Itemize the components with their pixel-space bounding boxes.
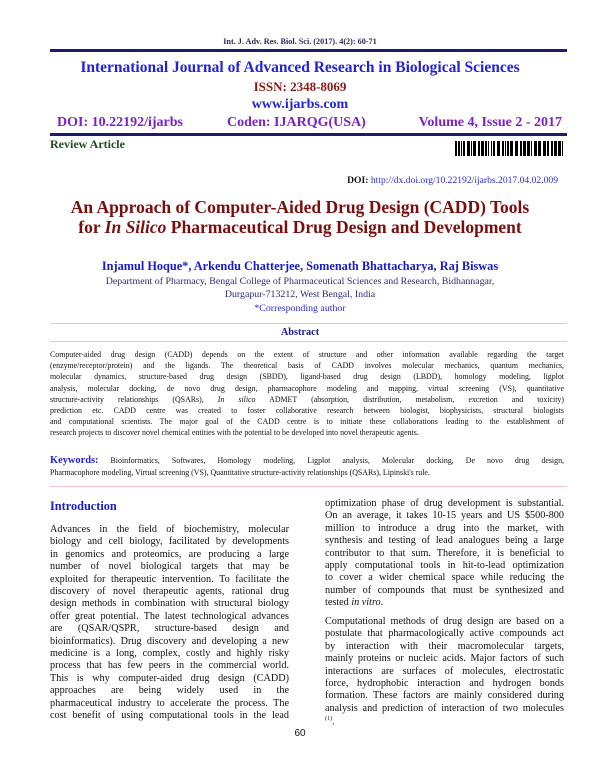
keywords-line-2: Pharmacophore modeling, Virtual screening (VS), Quantitative structure-activity relationships (QSARs), Lipinski's rule. bbox=[50, 468, 430, 477]
intro-line: On an average, it takes 10-15 years and US $500-800 bbox=[325, 510, 564, 522]
abstract-rule-top bbox=[50, 323, 567, 324]
intro-line: process that has few peers in the commercial world. bbox=[50, 660, 289, 672]
barcode-bar bbox=[478, 141, 480, 156]
title-text: for bbox=[78, 217, 105, 237]
abstract-line: and computational scientists. The major goal of the CADD centre is to initiate these collaborations leading to the establishment of bbox=[50, 417, 564, 427]
abstract-line bbox=[50, 394, 564, 405]
barcode-bar bbox=[467, 141, 470, 156]
intro-line: formation. These factors are mainly considered during bbox=[325, 690, 564, 702]
introduction-heading: Introduction bbox=[50, 499, 117, 513]
barcode-bar bbox=[534, 141, 537, 156]
barcode-bar bbox=[481, 141, 484, 156]
journal-volume: Volume 4, Issue 2 - 2017 bbox=[418, 115, 562, 130]
intro-line: interactions are surfaces of molecules, electrostatic bbox=[325, 665, 564, 677]
intro-line: in genomics and proteomics, are producing a large bbox=[50, 548, 289, 560]
header-rule-bottom bbox=[50, 133, 567, 136]
barcode-bar bbox=[455, 141, 457, 156]
barcode-bar bbox=[515, 141, 518, 156]
citation-ref[interactable]: (1) bbox=[325, 716, 332, 723]
barcode-bar bbox=[523, 141, 526, 156]
abstract-line: prediction etc. CADD centre was created to foster collaborative research between biologist, biophysicists, structural biologists bbox=[50, 406, 564, 416]
intro-line: biology and cell biology, facilitated by developments bbox=[50, 536, 289, 548]
intro-line: apply computational tools in hit-to-lead optimization bbox=[325, 560, 564, 572]
intro-paragraph-2 bbox=[325, 616, 564, 715]
intro-line: exploited for therapeutic intervention. To facilitate the bbox=[50, 573, 289, 585]
abstract-rule-bottom bbox=[50, 341, 567, 342]
intro-line: Advances in the field of biochemistry, molecular bbox=[50, 524, 289, 535]
journal-coden: Coden: IJARQG(USA) bbox=[227, 115, 366, 130]
abstract-line: analysis, molecular docking, de novo drug design, pharmacophore modeling and mapping, virtual screening (VS), quantitative bbox=[50, 383, 564, 393]
barcode-bar bbox=[497, 141, 500, 156]
introduction-left-column bbox=[50, 524, 289, 723]
intro-line: force, hydrophobic interaction and hydrogen bonds bbox=[325, 678, 564, 690]
title-text: Pharmaceutical Drug Design and Development bbox=[166, 217, 522, 237]
author-list: Injamul Hoque*, Arkendu Chatterjee, Somenath Bhattacharya, Raj Biswas bbox=[101, 259, 499, 273]
barcode-bar bbox=[505, 141, 506, 156]
intro-line: discovery of novel therapeutic agents, rational drug bbox=[50, 586, 289, 598]
intro-line: offer great potential. The latest technological advances bbox=[50, 610, 289, 622]
barcode-bar bbox=[531, 141, 532, 156]
intro-line: million to introduce a drug into the market, with bbox=[325, 522, 564, 534]
keywords-text: Bioinformatics, Softwares, Homology modeling, Ligplot analysis, Molecular docking, De novo drug design, bbox=[98, 456, 564, 465]
italic-text: in vitro bbox=[351, 597, 381, 609]
intro-line: synthesis and testing of lead analogues being a large bbox=[325, 535, 564, 547]
keywords bbox=[50, 455, 564, 479]
barcode-bar bbox=[473, 141, 476, 156]
title-italic: In Silico bbox=[104, 217, 167, 237]
article-type: Review Article bbox=[50, 137, 125, 151]
intro-line: number of compounds that must be synthesized and bbox=[325, 584, 564, 596]
intro-line: postulate that pharmacologically active compounds act bbox=[325, 628, 564, 640]
intro-paragraph-1 bbox=[325, 498, 564, 597]
intro-line: by interaction with their macromolecular targets, bbox=[325, 640, 564, 652]
intro-line: cost benefit of using computational tools in the lead bbox=[50, 710, 289, 722]
barcode-bar bbox=[520, 141, 522, 156]
keywords-line-1 bbox=[50, 455, 564, 467]
barcode-bar bbox=[510, 141, 513, 156]
intro-line: analysis and prediction of interaction of two molecules bbox=[325, 702, 564, 714]
intro-line: mainly proteins or nucleic acids. Major factors of such bbox=[325, 653, 564, 665]
text: tested bbox=[325, 597, 352, 609]
intro-line: number of novel biological targets that may be bbox=[50, 561, 289, 573]
barcode-bar bbox=[458, 141, 460, 156]
abstract-line: molecular dynamics, structure-based drug design (SBDD), ligand-based drug design (LBDD), homology modeling, ligplot bbox=[50, 372, 564, 382]
abstract-line: Computer-aided drug design (CADD) depends on the extent of structure and other information available regarding the target bbox=[50, 350, 564, 359]
keywords-rule bbox=[50, 486, 567, 487]
keywords-label: Keywords: bbox=[50, 455, 99, 466]
intro-line: bioinformatics). Drug discovery and developing a new bbox=[50, 635, 289, 647]
intro-line: Computational methods of drug design are based on a bbox=[325, 616, 564, 628]
affiliation-line-1: Department of Pharmacy, Bengal College of Pharmaceutical Sciences and Research, Bidhannagar, bbox=[105, 275, 495, 287]
barcode-bar bbox=[491, 141, 492, 156]
barcode-bar bbox=[538, 141, 541, 156]
barcode-bar bbox=[543, 141, 546, 156]
journal-website[interactable]: www.ijarbs.com bbox=[251, 97, 349, 112]
barcode-bar bbox=[554, 141, 557, 156]
barcode-bar bbox=[461, 141, 462, 156]
intro-paragraph-1-last-line bbox=[325, 597, 564, 609]
page-number: 60 bbox=[294, 728, 306, 739]
barcode-bar bbox=[502, 141, 504, 156]
barcode-image bbox=[455, 141, 565, 159]
barcode-bar bbox=[558, 141, 561, 156]
italic-text: In silico bbox=[217, 394, 256, 404]
title-line-1: An Approach of Computer-Aided Drug Design (CADD) Tools bbox=[70, 197, 530, 217]
barcode-bar bbox=[471, 141, 472, 156]
article-title bbox=[0, 197, 600, 237]
barcode-bar bbox=[551, 141, 553, 156]
text: ADMET (absorption, distribution, metabolism, excretion and toxicity) bbox=[255, 394, 564, 404]
intro-line: optimization phase of drug development is substantial. bbox=[325, 498, 564, 509]
introduction-right-column bbox=[325, 498, 564, 727]
barcode-bar bbox=[463, 141, 465, 156]
intro-line: to cover a wider chemical space while reducing the bbox=[325, 572, 564, 584]
barcode-bar bbox=[485, 141, 487, 156]
abstract-line: research projects to discover novel chemical entities with the potential to be developed into novel therapeutic agents. bbox=[50, 428, 419, 438]
text: . bbox=[332, 716, 335, 728]
intro-line: are (QSAR/QSPR, structure-based design and bbox=[50, 623, 289, 635]
intro-line: design methods in combination with structural biology bbox=[50, 598, 289, 610]
journal-issn: ISSN: 2348-8069 bbox=[253, 79, 347, 94]
corresponding-author: *Corresponding author bbox=[254, 302, 346, 314]
doi-label: DOI: bbox=[347, 175, 369, 186]
abstract-heading: Abstract bbox=[280, 327, 320, 338]
journal-doi-prefix: DOI: 10.22192/ijarbs bbox=[57, 115, 183, 130]
barcode-bar bbox=[547, 141, 549, 156]
text: structure-activity relationships (QSARs), bbox=[50, 394, 218, 404]
intro-line: medicine is a long, complex, costly and highly risky bbox=[50, 648, 289, 660]
text: . bbox=[380, 597, 384, 609]
journal-title: International Journal of Advanced Research in Biological Sciences bbox=[80, 59, 520, 76]
doi-link[interactable]: http://dx.doi.org/10.22192/ijarbs.2017.04.02.009 bbox=[370, 175, 558, 186]
barcode-bar bbox=[507, 141, 509, 156]
abstract-body bbox=[50, 349, 564, 439]
abstract-line: (enzyme/receptor/protein) and the ligands. The theoretical basis of CADD involves molecular mechanics, quantum mechanics, bbox=[50, 361, 564, 371]
intro-line: pharmaceutical industry to accelerate the process. The bbox=[50, 697, 289, 709]
affiliation-line-2: Durgapur-713212, West Bengal, India bbox=[224, 288, 376, 300]
barcode-bar bbox=[493, 141, 495, 156]
journal-citation: Int. J. Adv. Res. Biol. Sci. (2017). 4(2): 60-71 bbox=[223, 37, 377, 46]
barcode-bar bbox=[527, 141, 530, 156]
header-rule-top bbox=[50, 49, 567, 52]
article-doi bbox=[347, 175, 558, 187]
title-line-2 bbox=[0, 217, 600, 237]
barcode-bar bbox=[562, 141, 563, 156]
intro-paragraph-2-end bbox=[325, 715, 564, 726]
intro-line: contributor to that sum. Therefore, it is beneficial to bbox=[325, 547, 564, 559]
barcode-bar bbox=[488, 141, 489, 156]
intro-line: approaches are being widely used in the bbox=[50, 685, 289, 697]
intro-line: This is why computer-aided drug design (CADD) bbox=[50, 672, 289, 684]
